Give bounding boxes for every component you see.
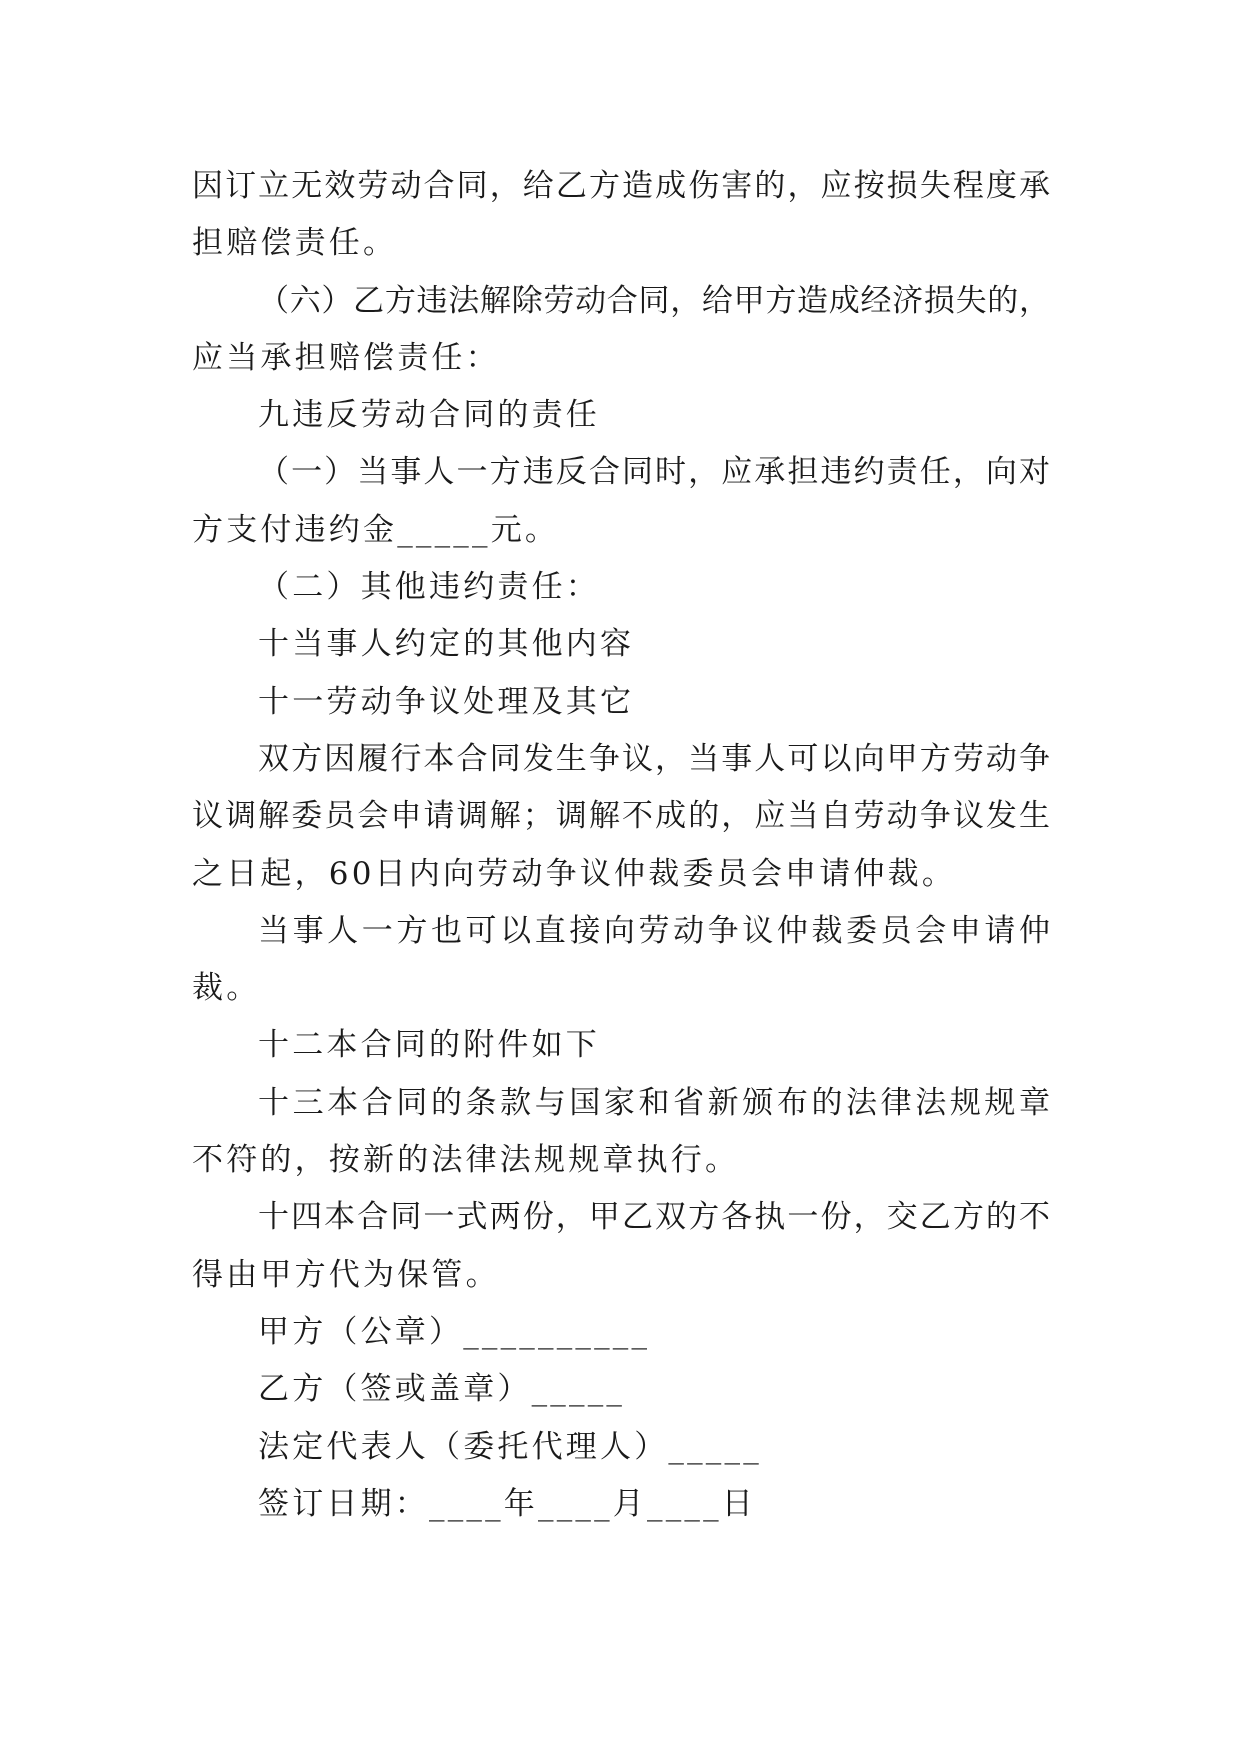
text-line: （二）其他违约责任： (258, 569, 600, 606)
text-line: 裁。 (192, 970, 261, 1007)
document-body (192, 158, 1050, 1533)
signature-party-b: 乙方（签或盖章）_____ (258, 1371, 626, 1408)
text-line: 十四本合同一式两份，甲乙双方各执一份，交乙方的不 (258, 1199, 1050, 1236)
text-line: 当事人一方也可以直接向劳动争议仲裁委员会申请仲 (258, 912, 1050, 949)
signature-party-a: 甲方（公章）__________ (258, 1313, 651, 1350)
section-heading: 十二本合同的附件如下 (258, 1027, 600, 1064)
text-line: （六）乙方违法解除劳动合同，给甲方造成经济损失的， (258, 282, 1050, 319)
signature-legal-representative: 法定代表人（委托代理人）_____ (258, 1428, 762, 1465)
signing-date: 签订日期：____年____月____日 (258, 1485, 756, 1522)
text-line: 应当承担赔偿责任： (192, 339, 500, 376)
section-heading: 九违反劳动合同的责任 (258, 397, 600, 434)
section-heading: 十一劳动争议处理及其它 (258, 683, 635, 720)
section-heading: 十当事人约定的其他内容 (258, 626, 635, 663)
text-line: （一）当事人一方违反合同时，应承担违约责任，向对 (258, 454, 1050, 491)
text-line: 担赔偿责任。 (192, 225, 398, 262)
text-line: 十三本合同的条款与国家和省新颁布的法律法规规章 (258, 1084, 1050, 1121)
text-line: 得由甲方代为保管。 (192, 1256, 500, 1293)
text-line: 双方因履行本合同发生争议，当事人可以向甲方劳动争 (258, 740, 1050, 777)
text-line: 不符的，按新的法律法规规章执行。 (192, 1142, 740, 1179)
text-line: 议调解委员会申请调解；调解不成的，应当自劳动争议发生 (192, 798, 1050, 835)
text-line: 因订立无效劳动合同，给乙方造成伤害的，应按损失程度承 (192, 168, 1050, 204)
text-line: 之日起，60日内向劳动争议仲裁委员会申请仲裁。 (192, 855, 957, 892)
text-line: 方支付违约金_____元。 (192, 511, 560, 548)
